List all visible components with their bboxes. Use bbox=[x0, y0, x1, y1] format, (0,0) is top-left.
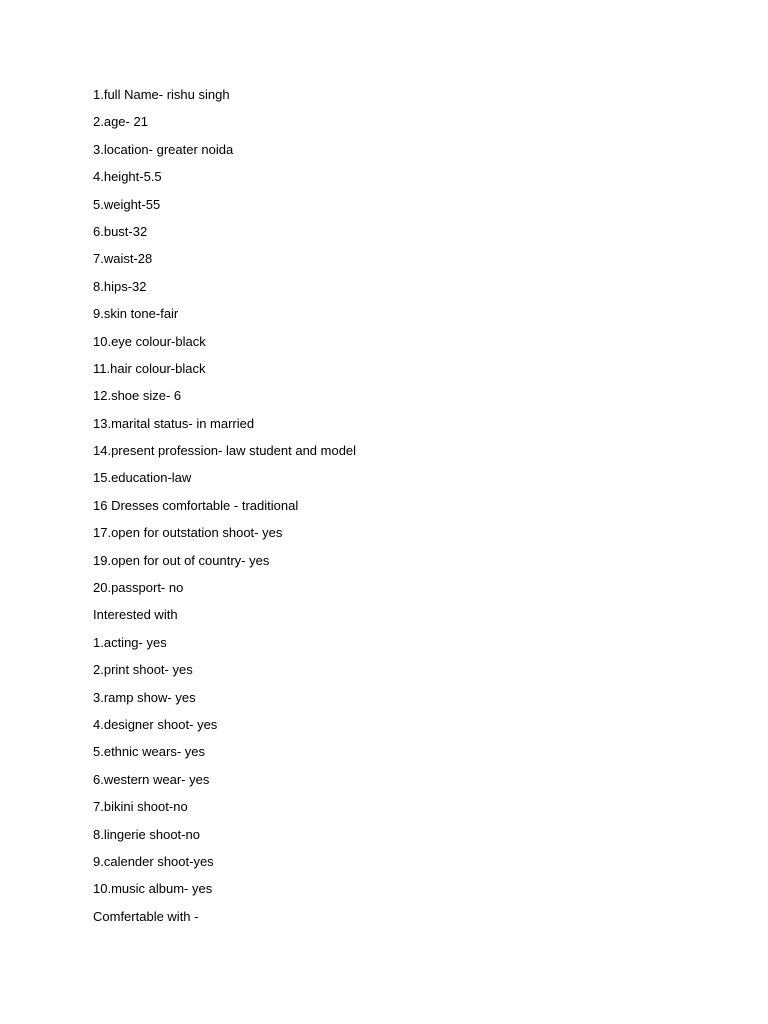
document-line: 10.music album- yes bbox=[93, 881, 213, 897]
document-line: Interested with bbox=[93, 607, 178, 623]
document-line: 8.lingerie shoot-no bbox=[93, 826, 200, 842]
document-line: 3.location- greater noida bbox=[93, 141, 234, 157]
document-line: 3.ramp show- yes bbox=[93, 689, 196, 705]
document-text-lines bbox=[93, 86, 356, 935]
document-line: 20.passport- no bbox=[93, 580, 184, 596]
document-line: Comfertable with - bbox=[93, 908, 199, 924]
document-line: 4.height-5.5 bbox=[93, 169, 162, 185]
document-line: 1.full Name- rishu singh bbox=[93, 87, 230, 102]
document-line: 5.ethnic wears- yes bbox=[93, 744, 205, 760]
document-line: 8.hips-32 bbox=[93, 278, 147, 294]
document-line: 2.age- 21 bbox=[93, 114, 148, 130]
document-line: 1.acting- yes bbox=[93, 634, 167, 650]
document-line: 19.open for out of country- yes bbox=[93, 552, 270, 568]
document-line: 2.print shoot- yes bbox=[93, 662, 193, 678]
document-line: 13.marital status- in married bbox=[93, 415, 255, 431]
document-line: 9.skin tone-fair bbox=[93, 306, 179, 322]
document-line: 11.hair colour-black bbox=[93, 360, 206, 376]
document-line: 4.designer shoot- yes bbox=[93, 716, 218, 732]
document-line: 6.western wear- yes bbox=[93, 771, 210, 787]
document-line: 10.eye colour-black bbox=[93, 333, 206, 349]
document-line: 7.bikini shoot-no bbox=[93, 799, 188, 815]
document-line: 17.open for outstation shoot- yes bbox=[93, 525, 283, 541]
document-line: 16 Dresses comfortable - traditional bbox=[93, 497, 299, 513]
document-line: 5.weight-55 bbox=[93, 196, 161, 212]
document-line: 7.waist-28 bbox=[93, 251, 153, 267]
document-line: 14.present profession- law student and model bbox=[93, 443, 357, 459]
document-line: 12.shoe size- 6 bbox=[93, 388, 182, 404]
document-line: 9.calender shoot-yes bbox=[93, 853, 214, 869]
document-line: 6.bust-32 bbox=[93, 223, 148, 239]
document-line: 15.education-law bbox=[93, 470, 192, 486]
